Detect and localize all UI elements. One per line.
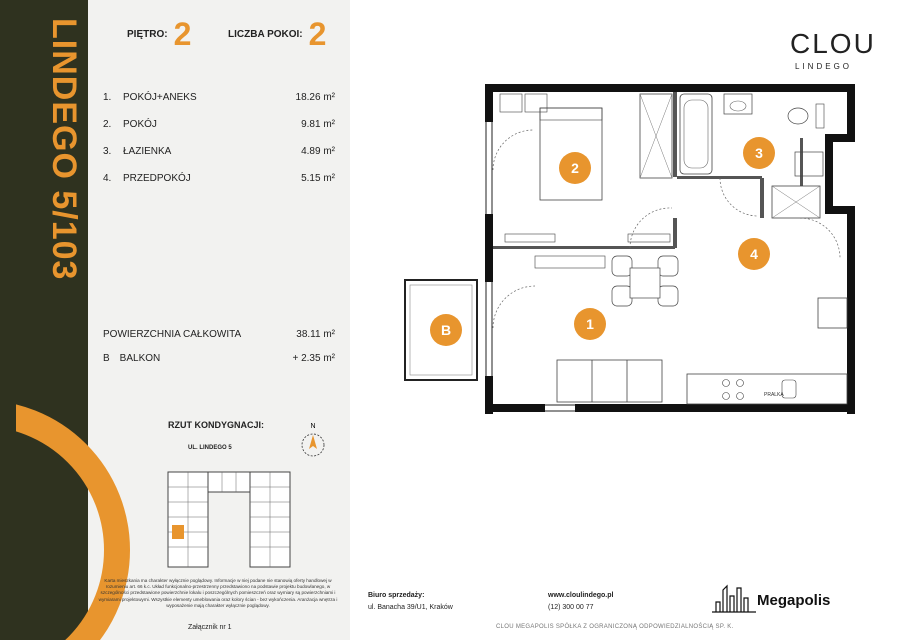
kitchen-counter <box>687 374 847 404</box>
room-row <box>103 84 335 111</box>
room-area: 5.15 m² <box>301 173 335 184</box>
balcony-code: B <box>103 352 110 364</box>
room-area: 9.81 m² <box>301 119 335 130</box>
room-list <box>103 84 335 192</box>
room-area: 4.89 m² <box>301 146 335 157</box>
room-area: 18.26 m² <box>295 92 335 103</box>
sales-office-address: ul. Banacha 39/U1, Kraków <box>368 604 453 611</box>
room-label-1: 1 <box>586 316 594 332</box>
area-totals <box>103 322 335 370</box>
room-row <box>103 138 335 165</box>
floor-plan <box>400 78 870 418</box>
room-name: ŁAZIENKA <box>123 146 172 157</box>
balcony-label: BALKON <box>119 352 161 364</box>
toilet <box>788 108 808 124</box>
building-key-plan <box>160 462 300 577</box>
room-name: PRZEDPOKÓJ <box>123 173 191 184</box>
floor-label: PIĘTRO: <box>127 28 168 40</box>
company-name: CLOU MEGAPOLIS SPÓŁKA Z OGRANICZONĄ ODPOWIEDZIALNOŚCIĄ SP. K. <box>496 624 734 630</box>
room-label-4: 4 <box>750 246 758 262</box>
street-label: UL. LINDEGO 5 <box>188 445 232 451</box>
compass-north-label: N <box>310 423 316 430</box>
room-row <box>103 111 335 138</box>
total-area-label: POWIERZCHNIA CAŁKOWITA <box>103 328 242 340</box>
floor-value: 2 <box>173 16 192 52</box>
bathtub <box>680 94 712 174</box>
room-index: 4. <box>103 173 112 184</box>
rooms-count-info <box>228 18 326 50</box>
room-index: 1. <box>103 92 112 103</box>
phone-number: (12) 300 00 77 <box>548 604 594 611</box>
room-row <box>103 165 335 192</box>
room-name: POKÓJ+ANEKS <box>123 92 197 103</box>
balcony-value: + 2.35 m² <box>292 352 335 364</box>
megapolis-logo: Megapolis <box>757 592 831 609</box>
rooms-count-value: 2 <box>308 16 327 52</box>
apartment-title: LINDEGO 5/103 <box>45 18 83 281</box>
room-index: 2. <box>103 119 112 130</box>
room-label-2: 2 <box>571 160 579 176</box>
clou-logo-sub: LINDEGO <box>795 62 853 71</box>
room-label-balcony: B <box>440 322 452 338</box>
total-area-value: 38.11 m² <box>296 328 335 340</box>
room-label-3: 3 <box>755 145 763 161</box>
sales-office-label: Biuro sprzedaży: <box>368 592 425 599</box>
floor-plan-title: RZUT KONDYGNACJI: <box>168 420 264 430</box>
balcony-row <box>103 346 335 370</box>
disclaimer-text: Karta mieszkania ma charakter wyłącznie poglądowy. Informacje w niej podane nie stanowią oferty handlowej w rozumieniu art. 66 k.c. Układ funkcjonalno-przestrzenny przedstawiono na podstawie projektu budowlanego, w szczególności przedstawione powierzchnie lokalu i poszczególnych pomieszczeń oraz wymiary są powierzchniami i wymiarami projektowymi. Wszystkie elementy umeblowania oraz kolory ścian - bez wykończenia. Aranżacja wnętrza i wyposażenie mają charakter wyłącznie poglądowy. <box>98 578 338 608</box>
apartment-highlight <box>172 525 184 539</box>
room-name: POKÓJ <box>123 119 157 130</box>
clou-logo: CLOU <box>790 28 876 59</box>
appliance-label: PRALKA <box>764 392 784 398</box>
room-index: 3. <box>103 146 112 157</box>
sofa <box>557 360 662 402</box>
dining-table <box>630 268 660 298</box>
rooms-count-label: LICZBA POKOI: <box>228 28 303 40</box>
floor-info <box>127 18 191 50</box>
total-area-row <box>103 322 335 346</box>
attachment-label: Załącznik nr 1 <box>188 624 232 631</box>
compass-icon <box>295 420 331 462</box>
megapolis-skyline-icon <box>712 584 756 614</box>
website-link[interactable]: www.cloulindego.pl <box>548 592 614 599</box>
